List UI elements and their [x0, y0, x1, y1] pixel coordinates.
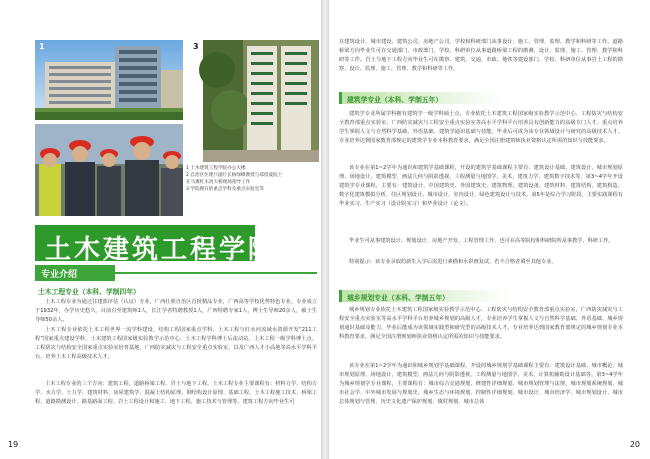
intro-divider: [115, 272, 317, 274]
arch-paragraph-1: 建筑学专业所属学科拥有建筑学一级学科硕士点，专业依托土木建筑工程国家级实验教学示范中心、工程防灾与结构安全教育部重点实验室、广西防灾减灾与工程安全重点实验室等高水平学科平台培养具有创新能力的高级专门人才。重点培养学生掌握人文与自然科学基础、外语基础、建筑学通识基础与技能，毕业后可成为该专业领域设计与研究的高级技术人才。专业培养达到国家教育部规定的建筑学专业本科教育要求，满足全国注册建筑师执业资格认定所需的知识与技能要求。: [339, 111, 623, 144]
photo-site-inspection: [35, 124, 183, 216]
civil-paragraph-1: 土木工程专业为通过住建部评估（认证）专业，广西壮族自治区首批精品专业，广西高等学校优势特色专业。专业成立于1932年，办学历史悠久。目前有至建筑师1人，长江学者特聘教授1人，广西特聘专家1人，博士生导师20余人，硕士生导师50余人。: [35, 299, 317, 323]
civil-paragraph-continued: 在建筑设计、城市建设、建筑公司、房地产公司、学校和科研部门从事设计、施工、管理、监理、教学和科研等工作。道路桥梁方向毕业生可在交通部门、市政部门、学校、科研单位从事道路桥梁工程的勘测、设计、监理、施工、管理、教学和科研等工作。岩土与地下工程方向毕业生可在勘察、建筑、交通、市政、地铁等建设部门、学校、科研单位从事岩土工程的勘察、设计、监理、施工、管理、教学和科研等工作。: [339, 39, 623, 72]
caption-3: 3 学院拥有的重点学科及重点实验室等: [186, 187, 264, 192]
intro-header: [35, 265, 317, 281]
urban-paragraph-2: 该专业在第1~2学年为通识和城乡规划学基础课程，开设的城乡规划学基础课程主要有：建筑设计基础、城市概论、城市规划原理、场地设计、建筑模型、画法几何与阴影透视、工程测量与地图学、美术、计算机辅助设计基础等。第3~4学年为城乡规划学专业课程，主要课程有：城市综合交通规划、修建性详细规划、城市规划管理与法规、城市规划系统规划、城市社会学、中外城市发展与规划史、城乡生态与环境规划、控制性详细规划、城市设计、城市经济学、城市规划设计、城市总体规划与管理、历史文化遗产保护规划、镇村规划、城市总体: [339, 363, 623, 405]
college-title-banner: [35, 225, 278, 265]
section-arch-header: [339, 92, 502, 104]
caption-1: 1 土木建筑工程学院办公大楼: [186, 166, 246, 171]
caption-2b: 在马滩红水河大桥现场指导工作: [186, 180, 251, 185]
section-urban-heading: 城乡规划专业（本科、学制五年）: [347, 294, 449, 302]
arch-paragraph-4: 特别提示：该专业录取的新生入学后需进行素描和水彩画复试，若不合格者调至其他专业。: [349, 259, 557, 265]
page-number-left: 19: [8, 440, 19, 449]
urban-paragraph-1: 城乡规划专业依托土木建筑工程国家级实验教学示范中心、工程防灾与结构安全教育部重点实验室，广西防灾减灾与工程安全重点实验室等高水平学科平台培养城乡规划的高级人才，专业培养学生掌握人文与自然科学基础、外语基础、城乡规划通识基础及能力，毕业后能成为该领域实践型和研究型的高级技术人才。专业培养达到国家教育部规定的城乡规划专业本科教育要求，满足全国注册规划师执业资格认定所需的知识与技能要求。: [339, 307, 623, 340]
photo-office-building: [35, 40, 183, 120]
intro-tab: [35, 265, 115, 281]
section-urban-header: [339, 290, 512, 302]
arch-paragraph-3: 毕业生可从事建筑设计、规划设计、房地产开发、工程管理工作，也可在高等院校和科研院所从事教学、科研工作。: [349, 238, 614, 244]
book-gutter: [321, 0, 329, 459]
section-civil-heading: 土木工程专业（本科、学制四年）: [38, 288, 140, 296]
page-number-right: 20: [629, 440, 640, 449]
section-arch-heading: 建筑学专业（本科、学制五年）: [347, 96, 443, 104]
civil-paragraph-2: 土木工程专业依托土木工程世界一流学科建设，结构工程国家重点学科，土木工程与红水河流域水资源开发“211工程”国家重点建设学科，土木建筑工程国家级实验教学示范中心、土木工程学科博士后流动站、土木工程一级学科博士点、工程防灾与结构安全国家重点实验室培育基地、广西防灾减灾与工程安全重点实验室，以及广西人才小高地等高水平学科平台，培养土木工程高级技术人才。: [35, 327, 317, 360]
photo-1-number: 1: [39, 42, 45, 51]
intro-label: 专业介绍: [41, 270, 78, 280]
photo-signboards: [193, 40, 319, 162]
photo-3-number: 3: [193, 42, 199, 51]
site-inspection-illustration: [35, 124, 183, 216]
right-page: [329, 0, 650, 459]
arch-paragraph-2: 该专业在第1~2学年为通识和建筑学基础课程，开设的建筑学基础课程主要有：建筑设计基础、建筑设计、城市规划原理、场地设计、建筑模型、画法几何与阴影透视、工程测量与地图学、美术、建筑力学、建筑数字技术等。第3~4学年开设建筑学专业课程，主要有：建筑设计、中国建筑史、外国建筑史、建筑物理、建筑设备、建筑材料、建筑结构、建筑构造、数字化建筑模拟分析、住区规划设计、城市设计、室内设计、绿色建筑设计与技术。第5年是综合学习阶段，主要实践课程有毕业实习、生产实习（设计院实习）和毕业设计（论文）。: [339, 165, 623, 207]
civil-paragraph-3: 土木工程专业的三个方向：建筑工程、道路桥梁工程、岩土与地下工程。土木工程专业主要课程有：材料力学、结构力学、水力学、土力学、建筑材料、房屋建筑学、混凝土结构原理、钢结构设计原理、基础工程、土木工程施工技术、桥梁工程、道路勘测设计、路基路面工程、岩土工程设计和施工、地下工程、施工技术与管理等。建筑工程方向毕业生可: [35, 381, 317, 405]
signboard-illustration: [203, 40, 319, 162]
left-page: [0, 0, 321, 459]
building-illustration: [35, 40, 183, 120]
caption-2a: 2 自治区住建厅副厅长杨绿峰教授与郑留波院士: [186, 173, 283, 178]
photo-captions: [186, 165, 318, 193]
college-title: 土木建筑工程学院: [45, 235, 278, 265]
